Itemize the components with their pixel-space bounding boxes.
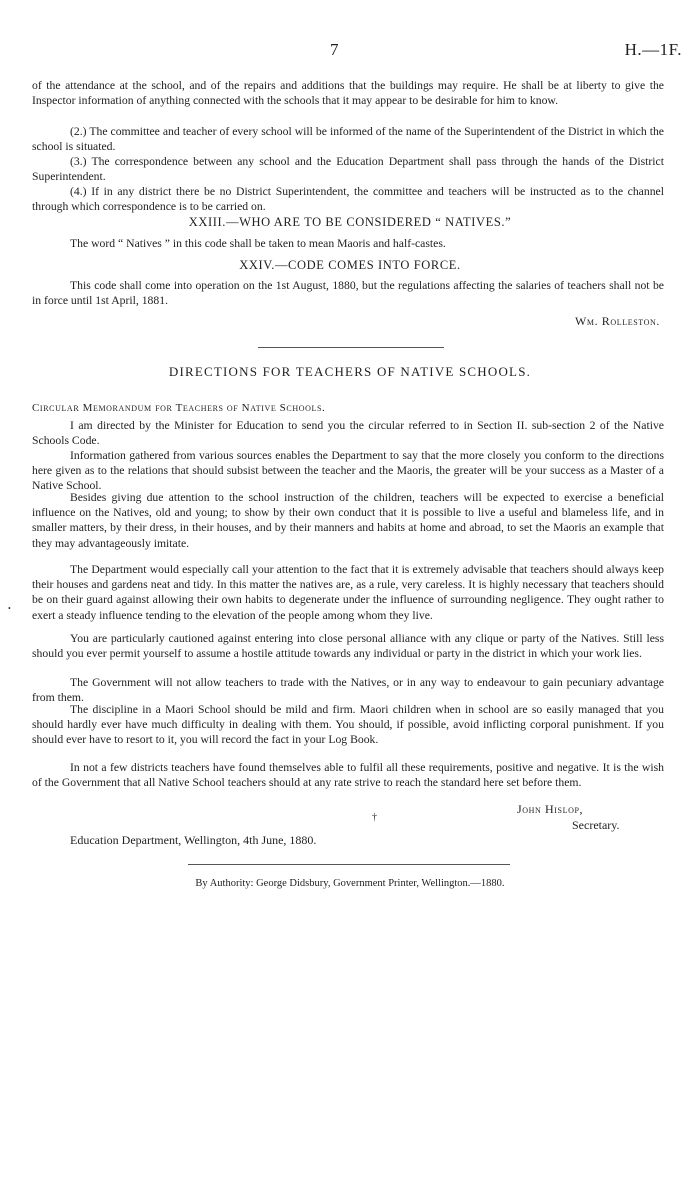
- paragraph-continuation: of the attendance at the school, and of the repairs and additions that the buildings may require. He shall be at liberty to give the Inspector information of anything connected with the schools that it may appear to be desirable for him to know.: [32, 79, 664, 108]
- directions-title: DIRECTIONS FOR TEACHERS OF NATIVE SCHOOLS.: [168, 364, 532, 379]
- dateline: Education Department, Wellington, 4th June, 1880.: [70, 833, 317, 847]
- paragraph-subsection-4: (4.) If in any district there be no District Superintendent, the committee and teachers will be instructed as to the channel through which correspondence is to be carried on.: [32, 185, 664, 214]
- footer-rule: [188, 864, 510, 865]
- document-reference: H.—1F.: [624, 40, 682, 59]
- memo-paragraph-7: The discipline in a Maori School should be mild and firm. Maori children when in school are so easily managed that you should hardly ever have much difficulty in dealing with them. You should, if possible, avoid inflicting corporal punishment. If you should ever have to resort to it, you will record the fact in your Log Book.: [32, 703, 664, 747]
- signature-hislop-name: John Hislop,: [517, 802, 584, 816]
- printer-footer: By Authority: George Didsbury, Government Printer, Wellington.—1880.: [195, 878, 505, 889]
- memo-paragraph-6: The Government will not allow teachers to trade with the Natives, or in any way to endeavour to gain pecuniary advantage from them.: [32, 676, 664, 705]
- signature-hislop-title: Secretary.: [572, 818, 620, 832]
- paragraph-subsection-2: (2.) The committee and teacher of every school will be informed of the name of the Superintendent of the District in which the school is situated.: [32, 125, 664, 154]
- memo-paragraph-8: In not a few districts teachers have found themselves able to fulfil all these requirements, positive and negative. It is the wish of the Government that all Native School teachers should at any rate strive to reach the standard here set before them.: [32, 761, 664, 790]
- page-number: 7: [330, 40, 339, 59]
- paragraph-subsection-3: (3.) The correspondence between any school and the Education Department shall pass through the hands of the District Superintendent.: [32, 155, 664, 184]
- paragraph-code-in-force: This code shall come into operation on the 1st August, 1880, but the regulations affecting the salaries of teachers shall not be in force until 1st April, 1881.: [32, 279, 664, 308]
- section-heading-xxiii: XXIII.—WHO ARE TO BE CONSIDERED “ NATIVES.”: [188, 215, 512, 229]
- paragraph-natives-definition: The word “ Natives ” in this code shall be taken to mean Maoris and half-castes.: [70, 237, 446, 250]
- memo-heading: Circular Memorandum for Teachers of Native Schools.: [32, 402, 326, 414]
- memo-paragraph-4: The Department would especially call your attention to the fact that it is extremely advisable that teachers should always keep their houses and gardens neat and tidy. In this matter the natives are, as a rule, very careless. It is highly necessary that teachers should be on their guard against allowing their own habits to degenerate under the influence of surrounding negligence. They ought rather to exert a steady influence tending to the elevation of the people among whom they live.: [32, 563, 664, 622]
- printer-mark: †: [372, 812, 377, 823]
- divider-rule: [258, 347, 444, 348]
- memo-paragraph-2: Information gathered from various sources enables the Department to say that the more closely you conform to the directions here given as to the relations that should subsist between the teacher and the Maoris, the greater will be your success as a Master of a Native School.: [32, 449, 664, 493]
- margin-dot: •: [8, 604, 11, 613]
- signature-rolleston: Wm. Rolleston.: [574, 314, 660, 328]
- section-heading-xxiv: XXIV.—CODE COMES INTO FORCE.: [239, 258, 461, 272]
- memo-paragraph-5: You are particularly cautioned against entering into close personal alliance with any clique or party of the Natives. Still less should you ever permit yourself to assume a hostile attitude towards any individual or party in the district in which your work lies.: [32, 632, 664, 661]
- memo-paragraph-3: Besides giving due attention to the school instruction of the children, teachers will be expected to exercise a beneficial influence on the Natives, old and young; to show by their own conduct that it is possible to live a useful and blameless life, and in smaller matters, by their dress, in their houses, and by their manners and habits at home and abroad, to set the Maoris an example that they may advantageously imitate.: [32, 491, 664, 550]
- memo-paragraph-1: I am directed by the Minister for Education to send you the circular referred to in Section II. sub-section 2 of the Native Schools Code.: [32, 419, 664, 448]
